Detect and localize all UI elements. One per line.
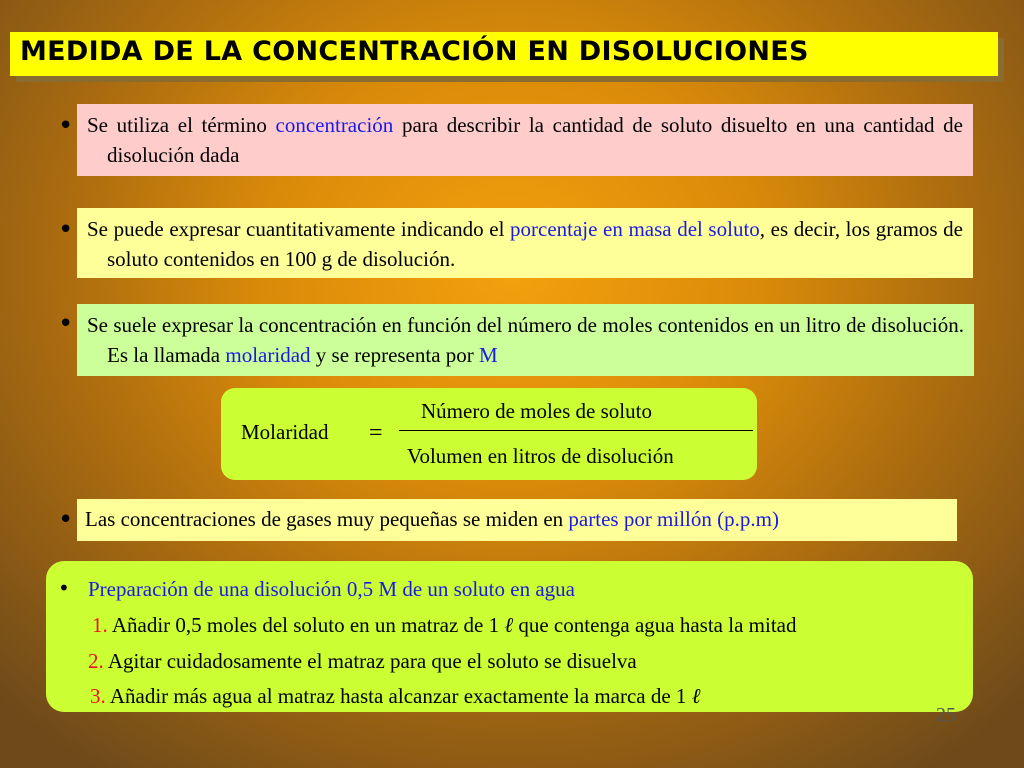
page-number: 25 [936, 704, 956, 726]
formula-denominator: Volumen en litros de disolución [407, 444, 674, 468]
step-2 [88, 649, 637, 674]
term-molaridad: molaridad [225, 343, 311, 367]
liter-symbol: ℓ [504, 613, 514, 637]
slide-title: MEDIDA DE LA CONCENTRACIÓN EN DISOLUCIONES [20, 36, 809, 67]
definition-block [77, 104, 973, 176]
slide-title-box [10, 32, 998, 76]
bullet-1: • [58, 111, 74, 141]
term-porcentaje: porcentaje en masa del soluto [510, 217, 760, 241]
fraction-bar [399, 430, 753, 431]
step-3-number: 3. [90, 684, 106, 708]
bullet-5: • [58, 576, 70, 600]
formula-name: Molaridad [241, 420, 329, 444]
block3-text-mid: y se representa por [310, 343, 480, 367]
block1-text-end: para describir la cantidad de soluto disuelto en una cantidad de disolución dada [107, 113, 963, 167]
molarity-block [77, 304, 974, 376]
term-concentracion: concentración [275, 113, 394, 137]
term-ppm: partes por millón (p.p.m) [568, 507, 779, 531]
block3-text: Se suele expresar la concentración en función del número de moles contenidos en un litro de disolución. Es la llamada [87, 313, 964, 367]
block2-text-end: , es decir, los gramos de soluto contenidos en 100 g de disolución. [107, 217, 963, 271]
term-m: M [479, 343, 498, 367]
block1-text: Se utiliza el término [87, 113, 276, 137]
preparation-box [46, 561, 973, 712]
ppm-block [77, 499, 957, 541]
liter-symbol: ℓ [691, 684, 701, 708]
formula-numerator: Número de moles de soluto [421, 399, 652, 423]
block4-text: Las concentraciones de gases muy pequeñas se miden en [85, 507, 569, 531]
bullet-4: • [58, 505, 74, 535]
step-2-number: 2. [88, 649, 104, 673]
bullet-3: • [58, 309, 74, 339]
step-3 [90, 684, 700, 709]
preparation-heading: Preparación de una disolución 0,5 M de un soluto en agua [88, 577, 575, 601]
step-1-text: Añadir 0,5 moles del soluto en un matraz de 1 [107, 613, 505, 637]
step-1 [92, 613, 796, 638]
molarity-formula [221, 388, 757, 480]
step-1-text-end: que contenga agua hasta la mitad [513, 613, 797, 637]
step-1-number: 1. [92, 613, 108, 637]
bullet-2: • [58, 215, 74, 245]
step-2-text: Agitar cuidadosamente el matraz para que el soluto se disuelva [103, 649, 637, 673]
percentage-block [77, 208, 973, 278]
formula-equals: = [369, 420, 383, 446]
step-3-text: Añadir más agua al matraz hasta alcanzar exactamente la marca de 1 [105, 684, 692, 708]
block2-text: Se puede expresar cuantitativamente indicando el [87, 217, 511, 241]
